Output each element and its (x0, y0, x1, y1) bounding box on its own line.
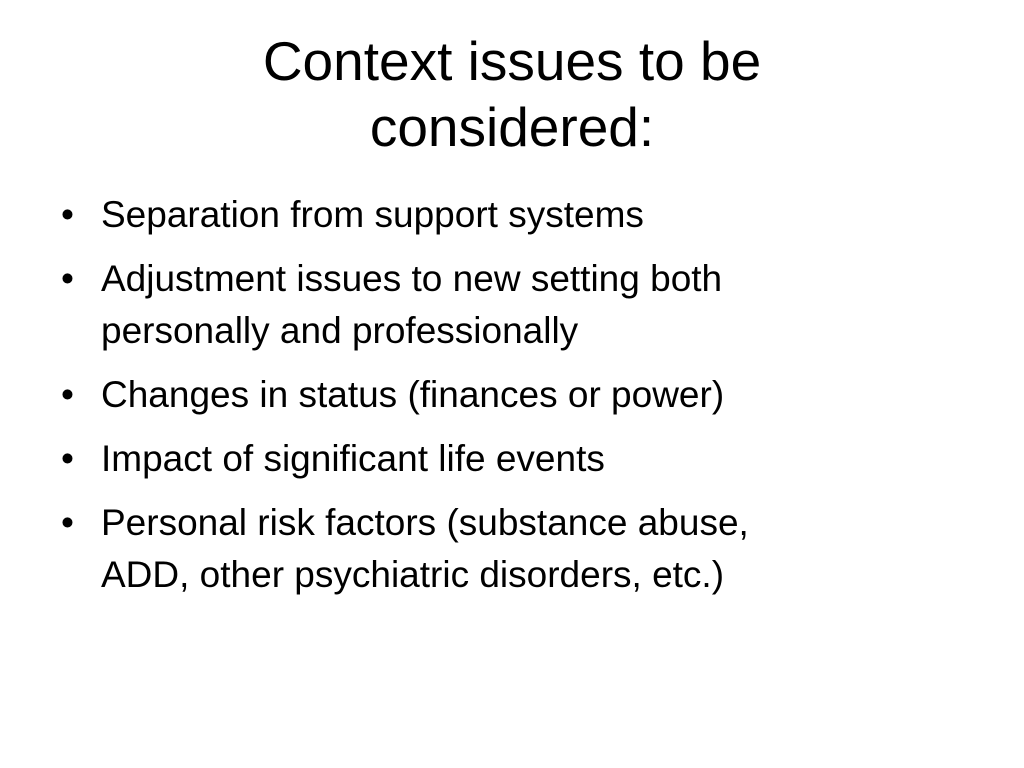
slide-title (112, 28, 912, 160)
slide-title-line-2: considered: (369, 96, 655, 158)
bullet-text-line: Impact of significant life events (101, 438, 605, 479)
bullet-text-line: Separation from support systems (101, 194, 644, 235)
bullet-list (56, 189, 956, 613)
slide-title-line-1: Context issues to be (262, 30, 762, 92)
bullet-text-line: personally and professionally (101, 310, 579, 351)
bullet-item-risk-factors (56, 497, 956, 601)
bullet-item-life-events (56, 433, 956, 485)
bullet-item-adjustment (56, 253, 956, 357)
bullet-dot-icon: • (61, 438, 74, 479)
bullet-item-support-systems (56, 189, 956, 241)
bullet-text-line: Changes in status (finances or power) (101, 374, 725, 415)
bullet-dot-icon: • (61, 258, 74, 299)
bullet-text-line: Personal risk factors (substance abuse, (101, 502, 749, 543)
bullet-item-status-changes (56, 369, 956, 421)
bullet-dot-icon: • (61, 374, 74, 415)
bullet-dot-icon: • (61, 502, 74, 543)
bullet-dot-icon: • (61, 194, 74, 235)
bullet-text-line: ADD, other psychiatric disorders, etc.) (101, 554, 725, 595)
bullet-text-line: Adjustment issues to new setting both (101, 258, 723, 299)
